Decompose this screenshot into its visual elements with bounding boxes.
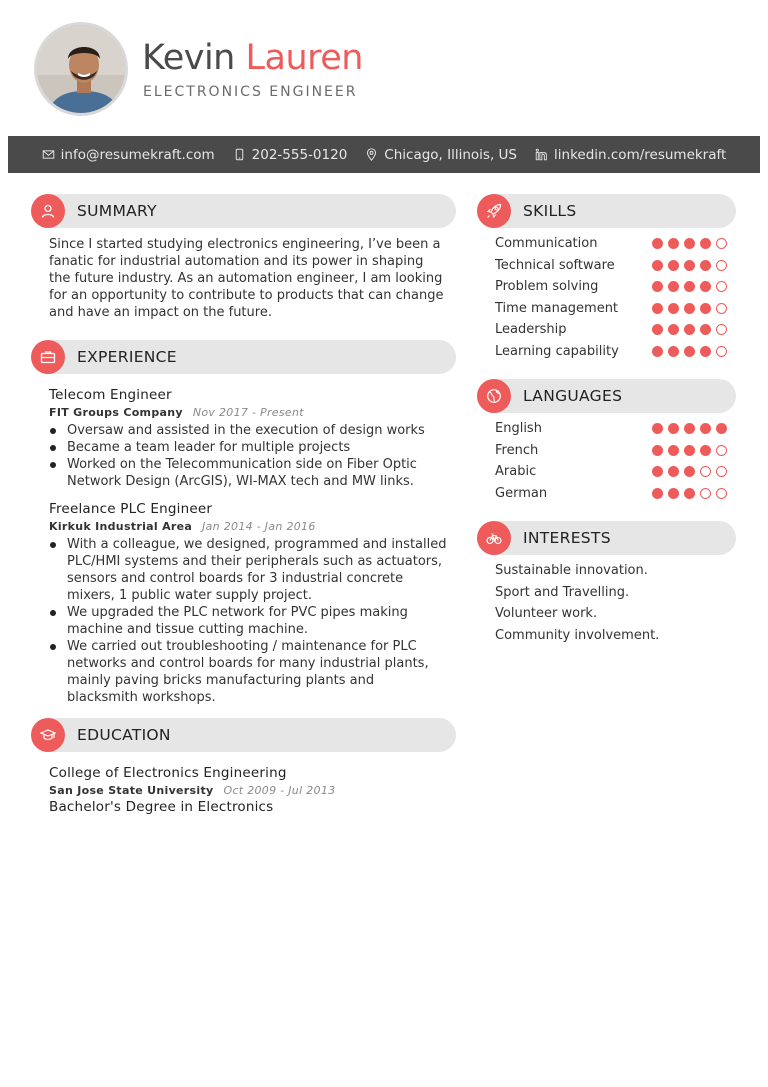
rocket-icon [486,203,502,219]
rating-dot-empty [716,324,727,335]
rating-dot-filled [668,260,679,271]
rating-dot-filled [684,423,695,434]
rating-dot-filled [652,488,663,499]
section-experience [31,340,456,374]
skill-row [495,298,727,320]
interests-list [495,560,659,646]
rating-dot-filled [684,238,695,249]
rating-dot-empty [716,488,727,499]
briefcase-icon [40,349,56,365]
experience-badge [31,340,65,374]
rating-dots [652,445,727,456]
rating-dot-filled [652,260,663,271]
rating-dot-empty [716,260,727,271]
language-row-label: French [495,442,539,458]
rating-dots [652,466,727,477]
experience-heading: EXPERIENCE [77,348,177,366]
bullet-item: Worked on the Telecommunication side on Fiber Optic Network Design (ArcGIS), WI-MAX tech and MW links. [48,456,448,490]
skill-row [495,276,727,298]
rating-dot-filled [652,445,663,456]
profile-photo [34,22,128,116]
skills-badge [477,194,511,228]
rating-dots [652,238,727,249]
summary-heading: SUMMARY [77,202,157,220]
job-meta [49,406,304,419]
language-row [495,440,727,462]
language-row [495,461,727,483]
languages-heading: LANGUAGES [523,387,623,405]
rating-dot-filled [716,423,727,434]
rating-dots [652,303,727,314]
rating-dot-filled [684,445,695,456]
globe-icon [486,388,502,404]
rating-dot-filled [652,466,663,477]
languages-list [495,418,727,504]
skill-row-label: Leadership [495,322,567,338]
skills-heading: SKILLS [523,202,577,220]
school-name: College of Electronics Engineering [49,765,287,781]
rating-dot-filled [652,346,663,357]
map-pin-icon [365,148,378,161]
rating-dot-filled [652,281,663,292]
education-heading: EDUCATION [77,726,171,744]
rating-dot-filled [668,423,679,434]
rating-dot-empty [716,238,727,249]
interest-item: Volunteer work. [495,606,598,621]
skill-row-label: Technical software [495,257,615,273]
summary-text: Since I started studying electronics engineering, I’ve been a fanatic for industrial automation and its power in shaping the future industry. As an automation engineer, I am looking for an opportunity to contribute to products that can change and have an impact on the future. [49,237,444,320]
skill-row-label: Time management [495,300,619,316]
linkedin-text: linkedin.com/resumekraft [554,146,727,163]
interest-item: Sport and Travelling. [495,584,630,600]
language-row-label: English [495,421,542,437]
rating-dot-filled [668,488,679,499]
bullet-item: We upgraded the PLC network for PVC pipes making machine and tissue cutting machine. [48,604,448,638]
rating-dot-filled [700,324,711,335]
contact-location [365,147,517,163]
email-text: info@resumekraft.com [60,146,215,163]
rating-dot-filled [668,281,679,292]
interest-item: Sustainable innovation. [495,563,648,578]
rating-dot-empty [700,488,711,499]
rating-dot-filled [700,423,711,434]
skill-row-label: Communication [495,236,598,252]
rating-dot-filled [700,346,711,357]
rating-dot-filled [700,238,711,249]
phone-icon [233,148,246,161]
skill-row [495,319,727,341]
rating-dot-filled [684,281,695,292]
interests-badge [477,521,511,555]
rating-dot-filled [684,488,695,499]
language-row [495,418,727,440]
job-bullets [48,422,448,490]
bullet-item: Oversaw and assisted in the execution of design works [48,422,448,439]
education-badge [31,718,65,752]
skill-row-label: Problem solving [495,279,599,295]
rating-dot-filled [684,260,695,271]
rating-dot-filled [684,303,695,314]
job-bullets [48,536,448,706]
rating-dot-filled [668,324,679,335]
language-row [495,483,727,505]
rating-dot-filled [668,445,679,456]
university-name: San Jose State University [49,784,214,797]
rating-dots [652,423,727,434]
contact-email[interactable] [42,147,215,163]
rating-dot-empty [716,445,727,456]
job-title: Freelance PLC Engineer [49,501,213,517]
education-dates: Oct 2009 - Jul 2013 [223,784,336,797]
rating-dot-filled [700,303,711,314]
rating-dots [652,488,727,499]
rating-dot-empty [716,466,727,477]
skills-list [495,233,727,362]
interests-heading: INTERESTS [523,529,611,547]
rating-dot-filled [668,466,679,477]
rating-dot-filled [684,324,695,335]
contact-bar [8,136,760,173]
section-summary [31,194,456,228]
rating-dots [652,346,727,357]
rating-dot-filled [652,238,663,249]
rating-dot-empty [716,346,727,357]
skill-row [495,255,727,277]
job-meta [49,520,316,533]
job-company: Kirkuk Industrial Area [49,520,193,533]
first-name: Kevin [142,38,235,78]
language-row-label: Arabic [495,464,537,480]
rating-dot-filled [652,324,663,335]
last-name: Lauren [245,38,363,78]
job-title: Telecom Engineer [49,387,172,403]
linkedin-icon [535,148,548,161]
interest-item: Community involvement. [495,627,660,643]
bullet-item: With a colleague, we designed, programmed and installed PLC/HMI systems and their peripherals such as actuators, sensors and control boards for 3 industrial concrete mixers, 1 public water supply project. [48,536,448,604]
skill-row [495,341,727,363]
rating-dots [652,281,727,292]
graduation-cap-icon [40,727,56,743]
job-company: FIT Groups Company [49,406,183,419]
rating-dot-empty [716,281,727,292]
user-icon [40,203,56,219]
section-interests [477,521,736,555]
degree-name: Bachelor's Degree in Electronics [49,799,274,815]
rating-dot-filled [684,346,695,357]
skill-row-label: Learning capability [495,343,619,359]
bullet-item: We carried out troubleshooting / maintenance for PLC networks and control boards for many industrial plants, mainly paving bricks manufacturing plants and blacksmith workshops. [48,638,448,706]
rating-dot-filled [652,423,663,434]
bullet-item: Became a team leader for multiple projects [48,439,448,456]
phone-text: 202-555-0120 [251,146,348,163]
location-text: Chicago, Illinois, US [384,146,518,163]
contact-phone[interactable] [233,147,348,163]
summary-badge [31,194,65,228]
candidate-name [142,38,363,78]
rating-dot-empty [716,303,727,314]
rating-dot-filled [668,346,679,357]
bicycle-icon [486,530,502,546]
rating-dot-filled [668,303,679,314]
section-languages [477,379,736,413]
rating-dot-filled [668,238,679,249]
rating-dot-filled [700,445,711,456]
language-row-label: German [495,485,548,501]
rating-dots [652,260,727,271]
rating-dots [652,324,727,335]
contact-linkedin[interactable] [535,147,726,163]
section-skills [477,194,736,228]
education-meta [49,784,335,797]
envelope-icon [42,148,55,161]
rating-dot-filled [700,281,711,292]
job-dates: Nov 2017 - Present [192,406,304,419]
rating-dot-filled [652,303,663,314]
job-dates: Jan 2014 - Jan 2016 [202,520,316,533]
section-education [31,718,456,752]
rating-dot-empty [700,466,711,477]
rating-dot-filled [700,260,711,271]
skill-row [495,233,727,255]
languages-badge [477,379,511,413]
job-role: ELECTRONICS ENGINEER [143,84,358,100]
rating-dot-filled [684,466,695,477]
